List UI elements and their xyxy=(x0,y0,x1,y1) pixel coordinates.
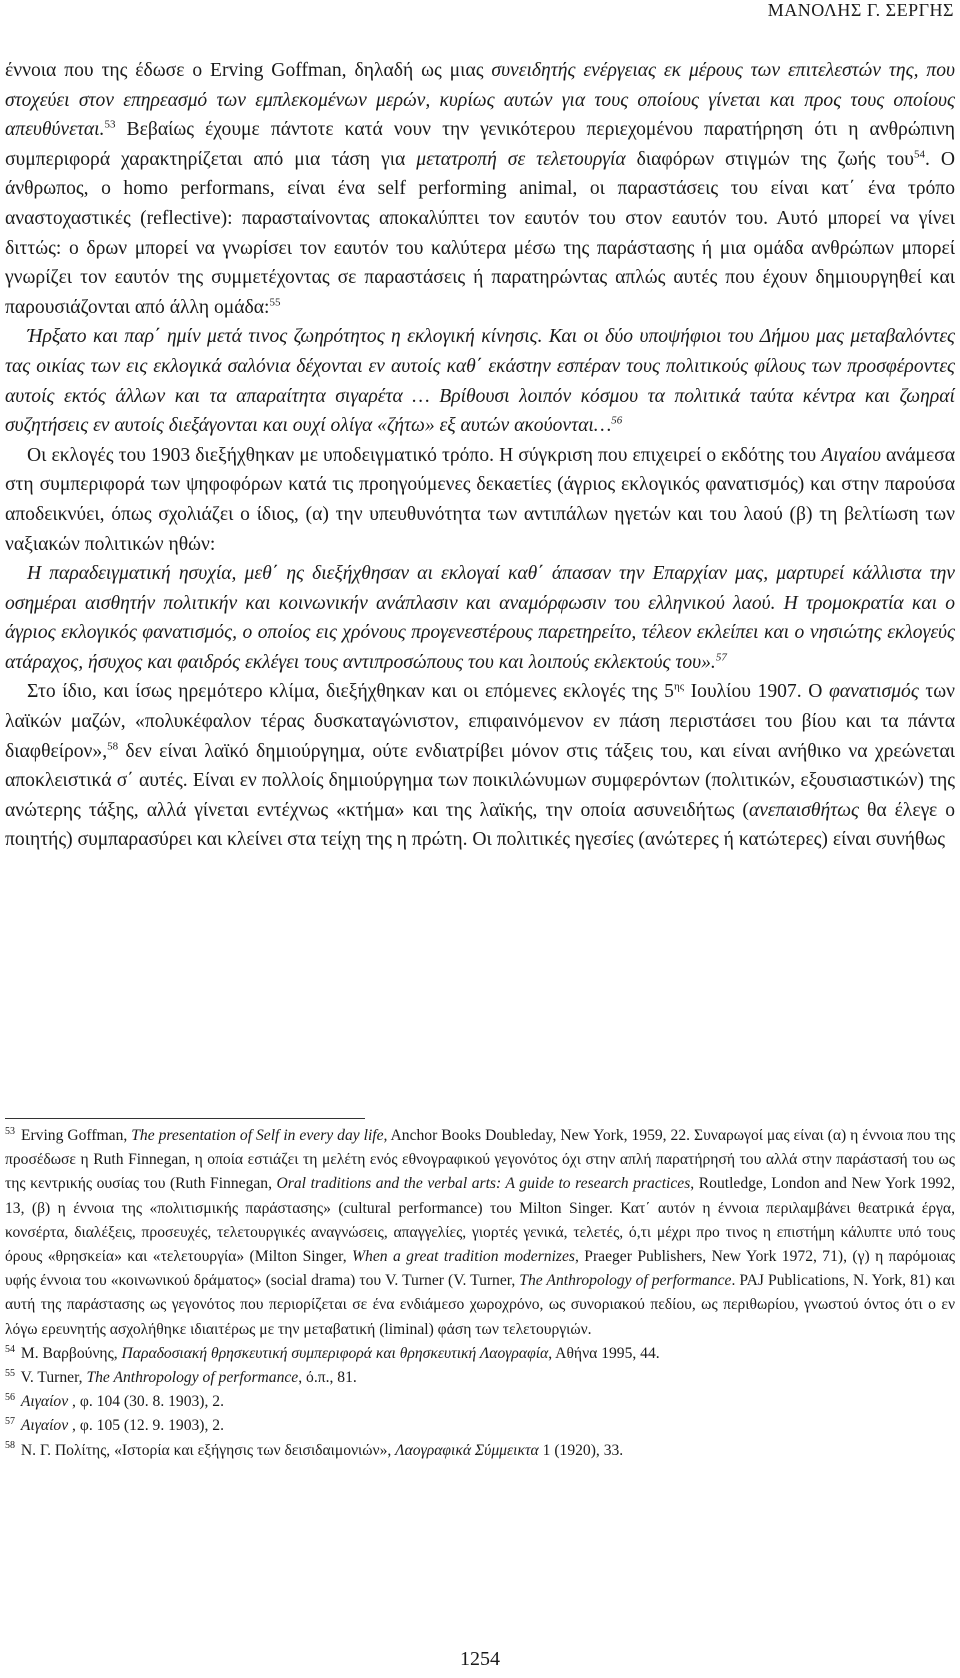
footnote-ref-53[interactable]: 53 xyxy=(104,118,116,131)
footnote-ref-56[interactable]: 56 xyxy=(611,414,623,427)
quote-2: Η παραδειγματική ησυχία, μεθ΄ ης διεξήχθησαν αι εκλογαί καθ΄ άπασαν την Επαρχίαν μας, μαρτυρεί κάλλιστα την οσημέραι αισθητήν πολιτικήν και κοινωνικήν ανάπλασιν και αναμόρφωσιν του ελληνικού λαού. Η τρομοκρατία και ο άγριος εκλογικός φανατισμός, ο οποίος εις χρόνους προγενεστέρους παρετηρείτο, τέλεον εκλείπει και ο νησιώτης εκλογεύς ατάραχος, ήσυχος και φαιδρός εκλέγει τους αντιπροσώπους του και λοιπούς εκλεκτούς του».$^{57}$ xyxy=(5,563,955,673)
footnote-53: $^{53}$ Erving Goffman, The presentation of Self in every day life, Anchor Books Doubleday, New York, 1959, 22. Συναρωγοί μας είναι (α) η έννοια που της προσέδωσε η Ruth Finnegan, η οποία εστιάζει τη μελέτη ενός εθνογραφικού γεγονότος όχι στην απλή παρατήρησή του αλλά στην παράστασή του ως της κεντρικής ουσίας του (Ruth Finnegan, Oral traditions and the verbal arts: A guide to research practices, Routledge, London and New York 1992, 13, (β) η έννοια της «πολιτισμικής παράστασης» (cultural performance) του Milton Singer. Κατ΄ αυτόν η έννοια περιλαμβάνει θεατρικά έργα, κονσέρτα, διαλέξεις, προσευχές, τελετουργικές αναγνώσεις, απαγγελίες, γιορτές γενικά, τελετές, ό,τι μέχρι πρo τινος η επιστήμη κάλυπτε υπό τους όρους «θρησκεία» και «τελετουργία» (Milton Singer, When a great tradition modernizes, Praeger Publishers, New York 1972, 71), (γ) η παρόμοιας υφής έννοια του «κοινωνικού δράματος» (social drama) του V. Turner (V. Turner, The Anthropology of performance. PAJ Publications, N. York, 81) και αυτή της παράστασης ως γεγονότος που περιορίζεται σε ένα ενδιάμεσο χωροχρόνο, ως συνοριακού πεδίου, ως περιθωρίου, γνωστού όντος ότι ο εν λόγω ερευνητής ασχολήθηκε ιδιαιτέρως με την μεταβατική (liminal) φάση των τελετουργιών. xyxy=(5,1125,956,1338)
footnote-56: $^{56}$ Αιγαίον , φ. 104 (30. 8. 1903), 2. xyxy=(5,1392,224,1411)
footnote-ref-57[interactable]: 57 xyxy=(715,651,727,664)
footnote-ref-58[interactable]: 58 xyxy=(107,740,119,753)
page-number: 1254 xyxy=(460,1648,500,1670)
footnote-ref-55[interactable]: 55 xyxy=(269,296,281,309)
footnote-55: $^{55}$ V. Turner, The Anthropology of performance, ό.π., 81. xyxy=(5,1367,357,1387)
footnote-separator xyxy=(5,1118,365,1119)
footnotes xyxy=(5,1124,955,1463)
main-text xyxy=(5,56,955,855)
paragraph-1: έννοια που της έδωσε ο Erving Goffman, δηλαδή ως μιας συνειδητής ενέργειας εκ μέρους των επιτελεστών της, που στοχεύει στον επηρεασμό των εμπλεκομένων μερών, κυρίως αυτών για τους οποίους γίνεται και προς τους οποίους απευθύνεται.$^{53}$ Βεβαίως έχουμε πάντοτε κατά νουν την γενικότερου περιεχομένου παρατήρηση ότι η ανθρώπινη συμπεριφορά χαρακτηρίζεται από μια τάση για μετατροπή σε τελετουργία διαφόρων στιγμών της ζωής του$^{54}$. Ο άνθρωπος, ο homo performans, είναι ένα self performing animal, οι παραστάσεις του είναι κατ΄ ένα τρόπο αναστοχαστικές (reflective): παρασταίνοντας αποκαλύπτει τον εαυτόν του στον εαυτόν του. Αυτό μπορεί να γίνει διττώς: ο δρων μπορεί να γνωρίσει τον εαυτόν του καλύτερα μέσω της παράστασης ή μια ομάδα ανθρώπων μπορεί γνωρίζει τον εαυτόν της συμμετέχοντας σε παραστάσεις ή παρατηρώντας απλώς αυτές που έχουν δημιουργηθεί και παρουσιάζονται από άλλη ομάδα:$^{55}$ xyxy=(5,60,956,318)
running-header: ΜΑΝΟΛΗΣ Γ. ΣΕΡΓΗΣ xyxy=(767,0,954,20)
paragraph-3: Στο ίδιο, και ίσως ηρεμότερο κλίμα, διεξήχθηκαν και οι επόμενες εκλογές της $5^{\eta\varsigma}$ Ιουλίου 1907. Ο φανατισμός των λαϊκών μαζών, «πολυκέφαλον τέρας δυσκαταγώνιστον, επιφαινόμενον εν πάση περιστάσει του βίου και τα πάντα διαφθείρον»,$^{58}$ δεν είναι λαϊκό δημιούργημα, ούτε ενδιατρίβει μόνον στις τάξεις του, και είναι ανήθικο να χρεώνεται αποκλειστικά σ΄ αυτές. Είναι εν πολλοίς δημιούργημα των ποικιλώνυμων συμφερόντων (πολιτικών, εξουσιαστικών) της ανώτερης τάξης, αλλά γίνεται εντέχνως «κτήμα» και της λαϊκής, την οποία ασυνειδήτως (ανεπαισθήτως θα έλεγε ο ποιητής) συμπαρασύρει και κλείνει στα τείχη της η πρώτη. Οι πολιτικές ηγεσίες (ανώτερες ή κατώτερες) είναι συνήθως xyxy=(5,680,956,851)
footnote-ref-54[interactable]: 54 xyxy=(914,148,925,161)
paragraph-2: Οι εκλογές του 1903 διεξήχθηκαν με υποδειγματικό τρόπο. Η σύγκριση που επιχειρεί ο εκδότης του Αιγαίου ανάμεσα στη συμπεριφορά των ψηφοφόρων κατά τις προηγούμενες δεκαετίες (άγριος εκλογικός φανατισμός) και στην παρούσα αποδεικνύει, όπως σχολιάζει ο ίδιος, (α) την υπευθυνότητα των αντιπάλων ηγετών και του λαού (β) τη βελτίωση των ναξιακών πολιτικών ηθών: xyxy=(5,444,955,555)
footnote-58: $^{58}$ Ν. Γ. Πολίτης, «Ιστορία και εξήγησις των δεισιδαιμονιών», Λαογραφικά Σύμμεικτα 1 (1920), 33. xyxy=(5,1440,624,1459)
quote-1: Ήρξατο και παρ΄ ημίν μετά τινος ζωηρότητος η εκλογική κίνησις. Και οι δύο υποψήφιοι του Δήμου μας μεταβαλόντες τας οικίας των εις εκλογικά σαλόνια δέχονται εν αυτοίς καθ΄ εκάστην εσπέραν τους πολιτικούς φίλους των προσφέροντες αυτοίς εκτός άλλων και τα απαραίτητα σιγαρέτα … Βρίθουσι λοιπόν κόσμου τα πολιτικά ταύτα κέντρα και ζωηραί συζητήσεις εν αυτοίς διεξάγονται και ουχί ολίγα «ζήτω» εξ αυτών ακούονται…$^{56}$ xyxy=(5,326,955,437)
footnote-57: $^{57}$ Αιγαίον , φ. 105 (12. 9. 1903), 2. xyxy=(5,1416,224,1435)
footnote-54: $^{54}$ Μ. Βαρβούνης, Παραδοσιακή θρησκευτική συμπεριφορά και θρησκευτική Λαογραφία, Αθήνα 1995, 44. xyxy=(5,1343,660,1362)
